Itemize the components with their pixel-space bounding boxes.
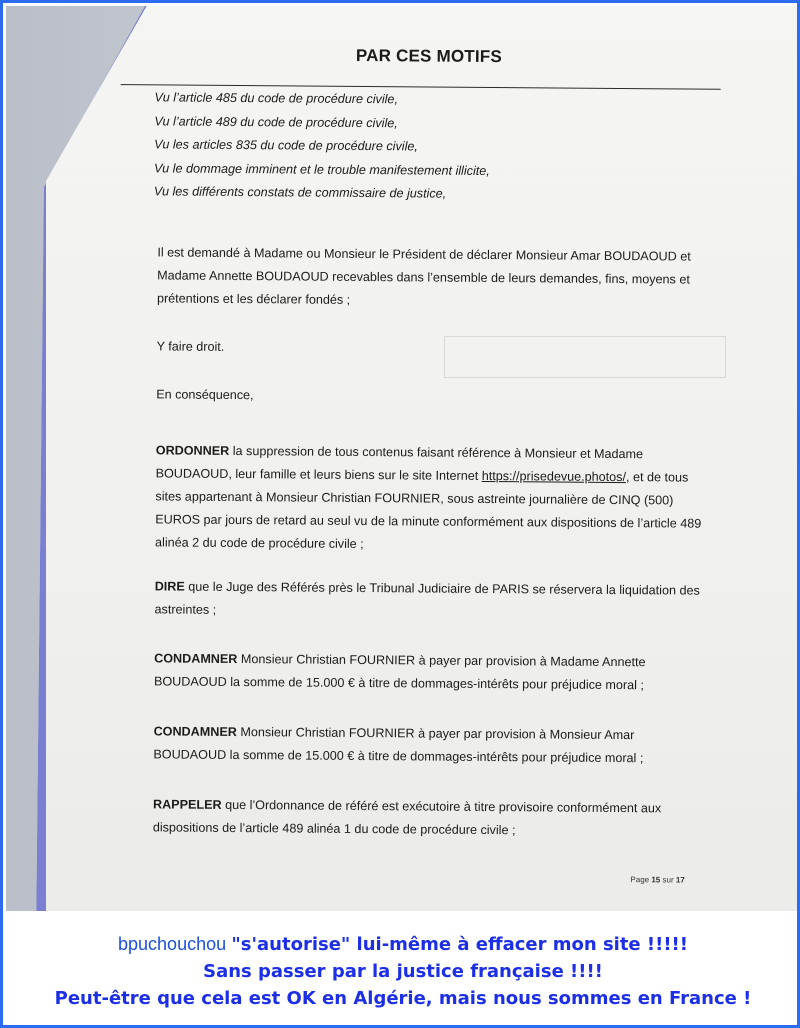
ordonner-text-1: la suppression de tous contenus faisant référence à Monsieur et Madame BOUDAOUD, leur famille et leurs biens sur le site Internet	[155, 443, 644, 483]
condamner-text: Monsieur Christian FOURNIER à payer par provision à Monsieur Amar BOUDAOUD la somme de 15.000 € à titre de dommages-intérêts pour préjudice moral ;	[153, 724, 644, 765]
condamner-paragraph-1	[154, 647, 704, 697]
dire-keyword: DIRE	[154, 578, 185, 594]
condamner-keyword: CONDAMNER	[154, 650, 238, 666]
caption-line-3: Peut-être que cela est OK en Algérie, mais nous sommes en France !	[54, 988, 752, 1009]
vu-line: Vu les différents constats de commissaire de justice,	[153, 184, 447, 201]
vu-line: Vu le dommage imminent et le trouble manifestement illicite,	[153, 160, 490, 178]
consequence-paragraph: En conséquence,	[156, 386, 254, 402]
rappeler-paragraph	[153, 793, 703, 843]
demande-paragraph: Il est demandé à Madame ou Monsieur le Président de déclarer Monsieur Amar BOUDAOUD et Madame Annette BOUDAOUD recevables dans l’ensemble de leurs demandes, fins, moyens et prétentions et les déclarer fondés ;	[156, 244, 691, 307]
page-number	[630, 875, 684, 884]
rappeler-text: que l’Ordonnance de référé est exécutoire à titre provisoire conformément aux dispositions de l’article 489 alinéa 1 du code de procédure civile ;	[152, 797, 662, 837]
ordonner-text-2: et de tous sites appartenant à Monsieur Christian FOURNIER, sous astreinte journalière de CINQ (500) EUROS par jours de retard au seul vu de la minute conformément aux dispositions de l’article 489 alinéa 2 du code de procédure civile ;	[155, 469, 702, 551]
caption-line-1-text: "s'autorise" lui-même à effacer mon site !!!!!	[231, 934, 688, 955]
document-photo	[6, 6, 800, 911]
ordonner-keyword: ORDONNER	[155, 442, 230, 458]
condamner-keyword: CONDAMNER	[153, 723, 237, 739]
vu-line: Vu l’article 489 du code de procédure civile,	[154, 113, 398, 130]
caption-username: bpuchouchou	[118, 934, 227, 954]
page-label: Page	[630, 875, 650, 885]
caption-line-2: Sans passer par la justice française !!!!	[203, 961, 603, 982]
caption	[6, 931, 800, 1012]
vu-list	[154, 86, 709, 208]
page-current: 15	[651, 875, 661, 885]
ordonner-paragraph	[155, 439, 706, 558]
caption-line-1	[6, 931, 800, 958]
condamner-paragraph-2	[153, 720, 703, 770]
condamner-text: Monsieur Christian FOURNIER à payer par provision à Madame Annette BOUDAOUD la somme de 15.000 € à titre de dommages-intérêts pour préjudice moral ;	[153, 651, 646, 692]
dire-paragraph	[154, 575, 704, 625]
document-title: PAR CES MOTIFS	[355, 45, 503, 67]
vu-line: Vu les articles 835 du code de procédure civile,	[154, 137, 418, 154]
site-link: https://prisedevue.photos/,	[481, 468, 630, 484]
dire-text: que le Juge des Référés près le Tribunal Judiciaire de PARIS se réservera la liquidation des astreintes ;	[154, 579, 700, 617]
vu-line: Vu l’article 485 du code de procédure civile,	[154, 90, 399, 107]
document-content	[103, 44, 709, 885]
rappeler-keyword: RAPPELER	[152, 796, 222, 812]
page-total: 17	[675, 875, 685, 885]
page-sep: sur	[662, 875, 674, 885]
faire-droit-paragraph: Y faire droit.	[156, 338, 225, 354]
